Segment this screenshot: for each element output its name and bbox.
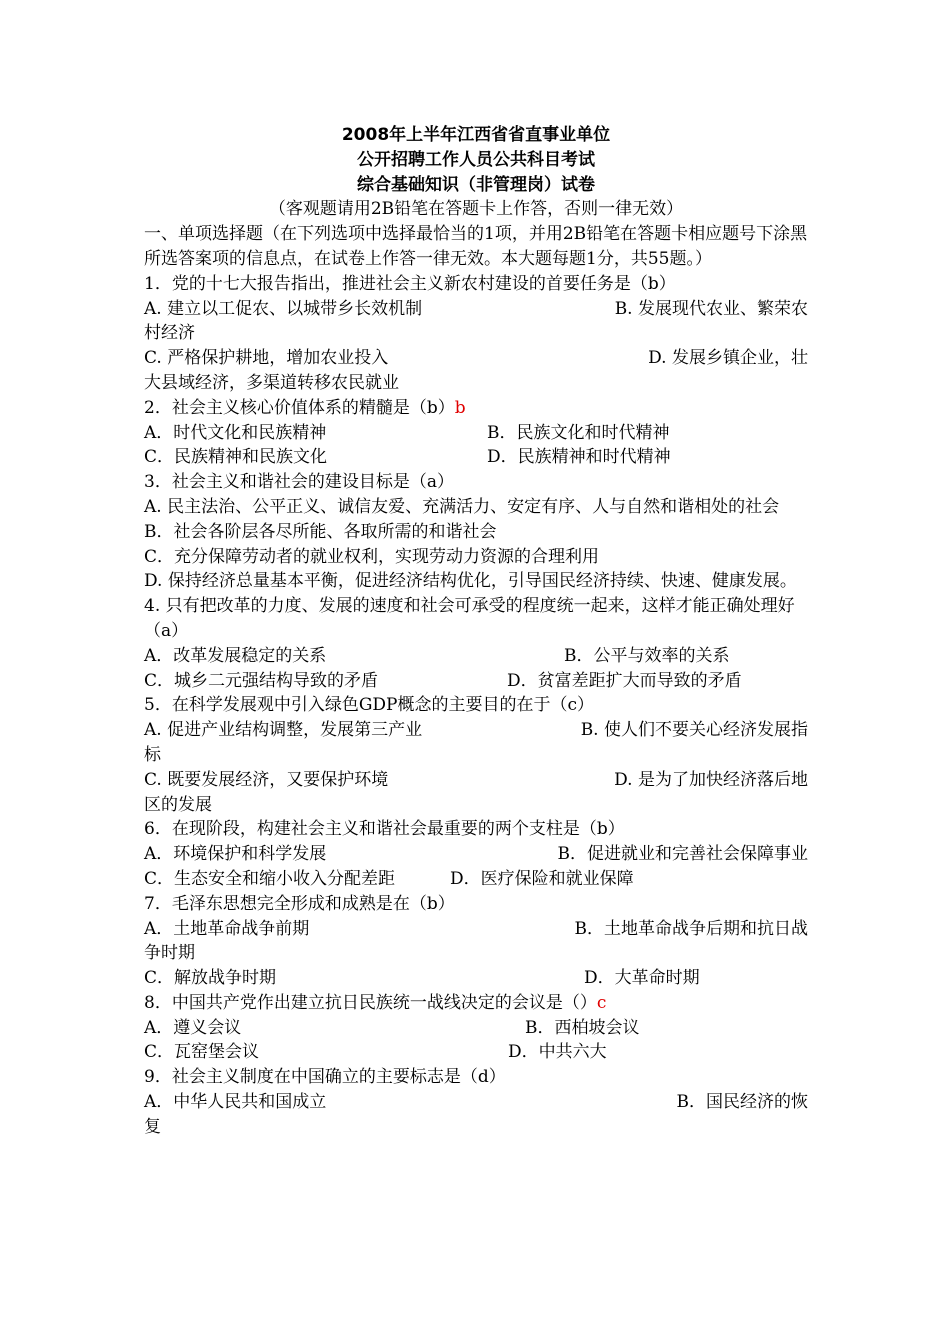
question-stem: 1．党的十七大报告指出，推进社会主义新农村建设的首要任务是（b） [144,273,676,294]
question-8 [144,991,808,1065]
question-3 [144,470,808,594]
option-b: B．民族文化和时代精神 [487,422,670,443]
option-row [144,1016,808,1041]
exam-title-line2: 公开招聘工作人员公共科目考试 [357,149,595,170]
option-c: C．解放战争时期 [144,968,277,989]
option-row [144,445,808,470]
option-b: B. 发展现代农业、繁荣农 [614,298,808,319]
option-d: D．中共六大 [508,1042,607,1063]
option-b: B. 使人们不要关心经济发展指 [580,720,808,741]
option-row [144,1040,808,1065]
question-stem: 4. 只有把改革的力度、发展的速度和社会可承受的程度统一起来，这样才能正确处理好（a） [144,596,795,641]
question-2 [144,396,808,470]
option-row [144,966,808,991]
option-d-continued: 大县域经济，多渠道转移农民就业 [144,372,399,393]
question-7 [144,892,808,991]
option-b: B．公平与效率的关系 [564,645,730,666]
question-stem-row [144,991,808,1016]
option-d: D．医疗保险和就业保障 [450,868,634,889]
option-row [144,842,808,867]
option-row [144,917,808,942]
option-a: A．改革发展稳定的关系 [144,645,327,666]
question-5 [144,693,808,817]
question-stem: 7．毛泽东思想完全形成和成熟是在（b） [144,893,455,914]
option-row [144,421,808,446]
option-d-continued: 区的发展 [144,794,212,815]
question-9 [144,1065,808,1139]
option-row [144,297,808,322]
option-row [144,768,808,793]
question-stem: 6．在现阶段，构建社会主义和谐社会最重要的两个支柱是（b） [144,819,625,840]
option-b: B．国民经济的恢 [676,1092,808,1113]
option-c: C．民族精神和民族文化 [144,447,328,468]
answer-mark: c [596,992,607,1013]
question-stem: 9．社会主义制度在中国确立的主要标志是（d） [144,1067,506,1088]
option-row [144,669,808,694]
option-d: D. 是为了加快经济落后地 [614,769,808,790]
question-stem: 5．在科学发展观中引入绿色GDP概念的主要目的在于（c） [144,695,594,716]
option-b-continued: 标 [144,744,161,765]
option-b-continued: 复 [144,1116,161,1137]
option-b-continued: 村经济 [144,323,195,344]
question-stem-row [144,396,808,421]
question-stem: 2．社会主义核心价值体系的精髓是（b） [144,397,455,418]
option-d: D. 发展乡镇企业，壮 [648,348,808,369]
exam-page [144,123,808,1140]
option-b: B．土地革命战争后期和抗日战 [574,918,808,939]
option-b: B．西柏坡会议 [525,1017,640,1038]
option-a: A．中华人民共和国成立 [144,1092,327,1113]
option-row [144,346,808,371]
exam-note: （客观题请用2B铅笔在答题卡上作答，否则一律无效） [268,199,684,220]
option-a: A. 促进产业结构调整，发展第三产业 [144,720,423,741]
option-b: B．促进就业和完善社会保障事业 [557,844,808,865]
option-c: C．城乡二元强结构导致的矛盾 [144,670,379,691]
option-c: C. 既要发展经济，又要保护环境 [144,769,389,790]
question-4 [144,594,808,693]
option-c: C．充分保障劳动者的就业权利，实现劳动力资源的合理利用 [144,546,600,567]
question-1 [144,272,808,396]
option-a: A．环境保护和科学发展 [144,844,327,865]
section-heading: 一、单项选择题（在下列选项中选择最恰当的1项，并用2B铅笔在答题卡相应题号下涂黑所选答案项的信息点，在试卷上作答一律无效。本大题每题1分，共55题。） [144,224,808,269]
option-row [144,1090,808,1115]
option-a: A．遵义会议 [144,1017,242,1038]
option-a: A. 建立以工促农、以城带乡长效机制 [144,298,423,319]
question-6 [144,817,808,891]
answer-mark: b [454,397,466,418]
option-c: C．瓦窑堡会议 [144,1042,260,1063]
option-c: C. 严格保护耕地，增加农业投入 [144,348,389,369]
question-stem: 3．社会主义和谐社会的建设目标是（a） [144,472,454,493]
option-d: D. 保持经济总量基本平衡，促进经济结构优化，引导国民经济持续、快速、健康发展。 [144,571,797,592]
option-d: D．贫富差距扩大而导致的矛盾 [507,670,742,691]
exam-title-line3: 综合基础知识（非管理岗）试卷 [357,174,595,195]
option-a: A．时代文化和民族精神 [144,422,327,443]
option-b: B．社会各阶层各尽所能、各取所需的和谐社会 [144,521,497,542]
option-d: D．民族精神和时代精神 [487,447,671,468]
option-c: C．生态安全和缩小收入分配差距 [144,868,396,889]
exam-title-line1: 2008年上半年江西省省直事业单位 [341,125,611,145]
question-stem: 8．中国共产党作出建立抗日民族统一战线决定的会议是（） [144,992,597,1013]
option-a: A. 民主法治、公平正义、诚信友爱、充满活力、安定有序、人与自然和谐相处的社会 [144,496,780,517]
option-row [144,718,808,743]
option-row [144,644,808,669]
option-d: D．大革命时期 [584,968,700,989]
option-a: A．土地革命战争前期 [144,918,310,939]
option-b-continued: 争时期 [144,943,195,964]
option-row [144,867,808,892]
